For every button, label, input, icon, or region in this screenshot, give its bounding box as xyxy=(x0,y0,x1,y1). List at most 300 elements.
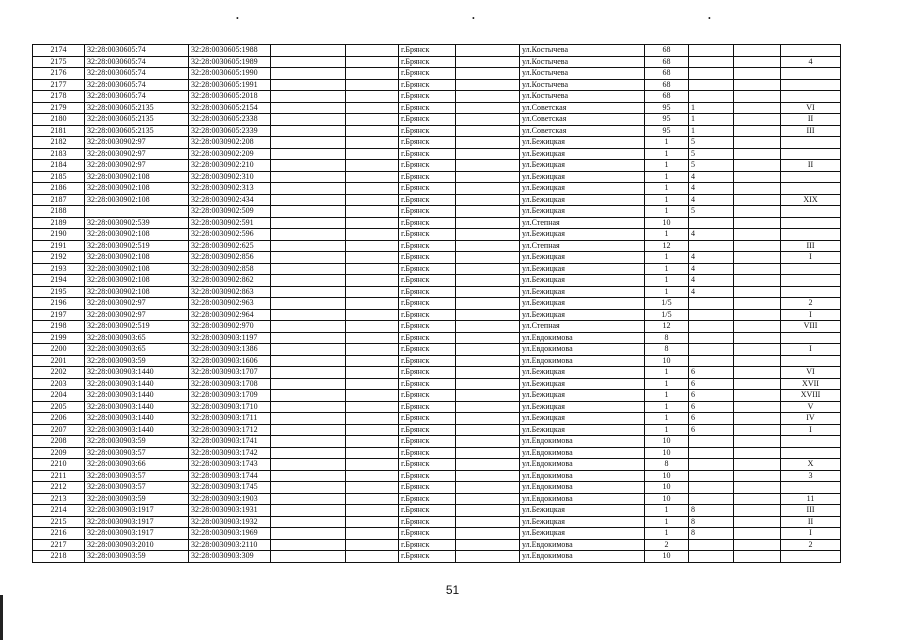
blank-col-b-cell xyxy=(346,367,399,379)
blank-col-c-cell xyxy=(456,321,520,333)
room-number-cell xyxy=(781,551,841,563)
city-cell: г.Брянск xyxy=(399,413,456,425)
building-number-cell xyxy=(689,459,734,471)
blank-col-b-cell xyxy=(346,229,399,241)
table-row xyxy=(33,286,841,298)
blank-col-d-cell xyxy=(734,45,781,57)
row-number-cell: 2192 xyxy=(33,252,85,264)
building-number-cell xyxy=(689,45,734,57)
blank-col-b-cell xyxy=(346,505,399,517)
city-cell: г.Брянск xyxy=(399,551,456,563)
scan-mark: • xyxy=(708,14,711,23)
blank-col-b-cell xyxy=(346,539,399,551)
house-number-cell: 95 xyxy=(645,102,689,114)
blank-col-c-cell xyxy=(456,528,520,540)
cadastral-number-cell: 32:28:0030902:596 xyxy=(189,229,271,241)
blank-col-a-cell xyxy=(271,56,346,68)
row-number-cell: 2184 xyxy=(33,160,85,172)
street-cell: ул.Бежицкая xyxy=(520,413,645,425)
city-cell: г.Брянск xyxy=(399,505,456,517)
street-cell: ул.Евдокимова xyxy=(520,459,645,471)
blank-col-b-cell xyxy=(346,470,399,482)
street-cell: ул.Евдокимова xyxy=(520,493,645,505)
blank-col-a-cell xyxy=(271,286,346,298)
blank-col-d-cell xyxy=(734,137,781,149)
table-row xyxy=(33,114,841,126)
street-cell: ул.Евдокимова xyxy=(520,332,645,344)
blank-col-b-cell xyxy=(346,91,399,103)
blank-col-d-cell xyxy=(734,413,781,425)
room-number-cell xyxy=(781,275,841,287)
blank-col-a-cell xyxy=(271,148,346,160)
table-row xyxy=(33,194,841,206)
blank-col-a-cell xyxy=(271,183,346,195)
blank-col-d-cell xyxy=(734,539,781,551)
blank-col-d-cell xyxy=(734,252,781,264)
row-number-cell: 2179 xyxy=(33,102,85,114)
blank-col-d-cell xyxy=(734,470,781,482)
blank-col-a-cell xyxy=(271,413,346,425)
blank-col-d-cell xyxy=(734,275,781,287)
blank-col-b-cell xyxy=(346,493,399,505)
room-number-cell xyxy=(781,482,841,494)
building-number-cell: 6 xyxy=(689,378,734,390)
table-row xyxy=(33,56,841,68)
cadastral-number-cell: 32:28:0030605:1989 xyxy=(189,56,271,68)
row-number-cell: 2210 xyxy=(33,459,85,471)
blank-col-b-cell xyxy=(346,160,399,172)
house-number-cell: 68 xyxy=(645,56,689,68)
building-number-cell: 4 xyxy=(689,194,734,206)
house-number-cell: 1/5 xyxy=(645,309,689,321)
row-number-cell: 2207 xyxy=(33,424,85,436)
building-number-cell xyxy=(689,355,734,367)
parent-cadastral-number-cell: 32:28:0030605:2135 xyxy=(85,102,189,114)
row-number-cell: 2194 xyxy=(33,275,85,287)
row-number-cell: 2205 xyxy=(33,401,85,413)
parent-cadastral-number-cell: 32:28:0030902:97 xyxy=(85,309,189,321)
parent-cadastral-number-cell: 32:28:0030902:97 xyxy=(85,298,189,310)
blank-col-a-cell xyxy=(271,539,346,551)
row-number-cell: 2203 xyxy=(33,378,85,390)
blank-col-c-cell xyxy=(456,148,520,160)
blank-col-d-cell xyxy=(734,194,781,206)
city-cell: г.Брянск xyxy=(399,516,456,528)
blank-col-d-cell xyxy=(734,436,781,448)
cadastral-number-cell: 32:28:0030903:1744 xyxy=(189,470,271,482)
house-number-cell: 95 xyxy=(645,114,689,126)
table-row xyxy=(33,229,841,241)
blank-col-a-cell xyxy=(271,91,346,103)
blank-col-d-cell xyxy=(734,459,781,471)
room-number-cell xyxy=(781,286,841,298)
blank-col-c-cell xyxy=(456,79,520,91)
cadastral-number-cell: 32:28:0030903:1743 xyxy=(189,459,271,471)
blank-col-c-cell xyxy=(456,551,520,563)
blank-col-b-cell xyxy=(346,378,399,390)
row-number-cell: 2189 xyxy=(33,217,85,229)
blank-col-d-cell xyxy=(734,263,781,275)
blank-col-b-cell xyxy=(346,551,399,563)
blank-col-c-cell xyxy=(456,206,520,218)
building-number-cell xyxy=(689,321,734,333)
house-number-cell: 10 xyxy=(645,355,689,367)
cadastral-number-cell: 32:28:0030605:2154 xyxy=(189,102,271,114)
table-row xyxy=(33,447,841,459)
room-number-cell xyxy=(781,263,841,275)
room-number-cell: I xyxy=(781,424,841,436)
house-number-cell: 2 xyxy=(645,539,689,551)
cadastral-number-cell: 32:28:0030903:1745 xyxy=(189,482,271,494)
city-cell: г.Брянск xyxy=(399,56,456,68)
blank-col-c-cell xyxy=(456,263,520,275)
blank-col-d-cell xyxy=(734,286,781,298)
blank-col-a-cell xyxy=(271,493,346,505)
building-number-cell: 6 xyxy=(689,424,734,436)
house-number-cell: 1 xyxy=(645,505,689,517)
row-number-cell: 2198 xyxy=(33,321,85,333)
building-number-cell: 1 xyxy=(689,125,734,137)
house-number-cell: 1 xyxy=(645,229,689,241)
blank-col-c-cell xyxy=(456,68,520,80)
table-row xyxy=(33,413,841,425)
row-number-cell: 2187 xyxy=(33,194,85,206)
building-number-cell: 4 xyxy=(689,263,734,275)
house-number-cell: 1 xyxy=(645,160,689,172)
building-number-cell xyxy=(689,344,734,356)
blank-col-d-cell xyxy=(734,56,781,68)
blank-col-c-cell xyxy=(456,194,520,206)
city-cell: г.Брянск xyxy=(399,459,456,471)
parent-cadastral-number-cell: 32:28:0030903:65 xyxy=(85,332,189,344)
street-cell: ул.Евдокимова xyxy=(520,344,645,356)
street-cell: ул.Евдокимова xyxy=(520,447,645,459)
parent-cadastral-number-cell: 32:28:0030903:59 xyxy=(85,355,189,367)
blank-col-c-cell xyxy=(456,390,520,402)
city-cell: г.Брянск xyxy=(399,160,456,172)
house-number-cell: 10 xyxy=(645,436,689,448)
blank-col-b-cell xyxy=(346,217,399,229)
blank-col-b-cell xyxy=(346,344,399,356)
parent-cadastral-number-cell: 32:28:0030903:2010 xyxy=(85,539,189,551)
parent-cadastral-number-cell: 32:28:0030902:519 xyxy=(85,240,189,252)
house-number-cell: 1 xyxy=(645,183,689,195)
row-number-cell: 2213 xyxy=(33,493,85,505)
city-cell: г.Брянск xyxy=(399,68,456,80)
blank-col-d-cell xyxy=(734,378,781,390)
room-number-cell xyxy=(781,217,841,229)
blank-col-c-cell xyxy=(456,298,520,310)
street-cell: ул.Бежицкая xyxy=(520,229,645,241)
blank-col-b-cell xyxy=(346,321,399,333)
blank-col-b-cell xyxy=(346,206,399,218)
cadastral-number-cell: 32:28:0030902:509 xyxy=(189,206,271,218)
street-cell: ул.Бежицкая xyxy=(520,171,645,183)
blank-col-b-cell xyxy=(346,56,399,68)
house-number-cell: 1/5 xyxy=(645,298,689,310)
blank-col-a-cell xyxy=(271,45,346,57)
street-cell: ул.Бежицкая xyxy=(520,390,645,402)
blank-col-a-cell xyxy=(271,321,346,333)
table-row xyxy=(33,263,841,275)
street-cell: ул.Костычева xyxy=(520,68,645,80)
room-number-cell: I xyxy=(781,344,841,356)
building-number-cell xyxy=(689,309,734,321)
parent-cadastral-number-cell: 32:28:0030903:1917 xyxy=(85,505,189,517)
blank-col-a-cell xyxy=(271,390,346,402)
table-row xyxy=(33,206,841,218)
parent-cadastral-number-cell: 32:28:0030605:74 xyxy=(85,91,189,103)
street-cell: ул.Степная xyxy=(520,321,645,333)
city-cell: г.Брянск xyxy=(399,493,456,505)
table-row xyxy=(33,91,841,103)
street-cell: ул.Бежицкая xyxy=(520,137,645,149)
row-number-cell: 2212 xyxy=(33,482,85,494)
parent-cadastral-number-cell: 32:28:0030902:519 xyxy=(85,321,189,333)
row-number-cell: 2182 xyxy=(33,137,85,149)
blank-col-d-cell xyxy=(734,505,781,517)
parent-cadastral-number-cell: 32:28:0030605:2135 xyxy=(85,125,189,137)
building-number-cell: 6 xyxy=(689,401,734,413)
blank-col-b-cell xyxy=(346,263,399,275)
building-number-cell: 1 xyxy=(689,102,734,114)
house-number-cell: 1 xyxy=(645,286,689,298)
row-number-cell: 2211 xyxy=(33,470,85,482)
row-number-cell: 2175 xyxy=(33,56,85,68)
table-row xyxy=(33,137,841,149)
house-number-cell: 1 xyxy=(645,252,689,264)
street-cell: ул.Бежицкая xyxy=(520,206,645,218)
blank-col-b-cell xyxy=(346,436,399,448)
blank-col-d-cell xyxy=(734,321,781,333)
cadastral-number-cell: 32:28:0030903:1709 xyxy=(189,390,271,402)
blank-col-d-cell xyxy=(734,367,781,379)
city-cell: г.Брянск xyxy=(399,332,456,344)
building-number-cell: 8 xyxy=(689,505,734,517)
house-number-cell: 1 xyxy=(645,137,689,149)
cadastral-number-cell: 32:28:0030902:313 xyxy=(189,183,271,195)
cadastral-number-cell: 32:28:0030902:210 xyxy=(189,160,271,172)
room-number-cell: VI xyxy=(781,102,841,114)
blank-col-a-cell xyxy=(271,332,346,344)
row-number-cell: 2188 xyxy=(33,206,85,218)
row-number-cell: 2178 xyxy=(33,91,85,103)
blank-col-a-cell xyxy=(271,482,346,494)
city-cell: г.Брянск xyxy=(399,390,456,402)
blank-col-a-cell xyxy=(271,355,346,367)
blank-col-b-cell xyxy=(346,148,399,160)
parent-cadastral-number-cell: 32:28:0030605:74 xyxy=(85,68,189,80)
building-number-cell: 6 xyxy=(689,390,734,402)
table-row xyxy=(33,275,841,287)
table-row xyxy=(33,45,841,57)
city-cell: г.Брянск xyxy=(399,79,456,91)
building-number-cell: 5 xyxy=(689,160,734,172)
city-cell: г.Брянск xyxy=(399,344,456,356)
table-row xyxy=(33,355,841,367)
room-number-cell: 11 xyxy=(781,493,841,505)
street-cell: ул.Бежицкая xyxy=(520,516,645,528)
blank-col-c-cell xyxy=(456,217,520,229)
blank-col-c-cell xyxy=(456,378,520,390)
row-number-cell: 2191 xyxy=(33,240,85,252)
city-cell: г.Брянск xyxy=(399,401,456,413)
table-row xyxy=(33,390,841,402)
blank-col-c-cell xyxy=(456,114,520,126)
street-cell: ул.Степная xyxy=(520,217,645,229)
parent-cadastral-number-cell: 32:28:0030903:1917 xyxy=(85,516,189,528)
street-cell: ул.Советская xyxy=(520,114,645,126)
city-cell: г.Брянск xyxy=(399,355,456,367)
cadastral-number-cell: 32:28:0030605:2018 xyxy=(189,91,271,103)
room-number-cell xyxy=(781,183,841,195)
city-cell: г.Брянск xyxy=(399,367,456,379)
parent-cadastral-number-cell: 32:28:0030903:57 xyxy=(85,447,189,459)
city-cell: г.Брянск xyxy=(399,240,456,252)
blank-col-b-cell xyxy=(346,252,399,264)
blank-col-c-cell xyxy=(456,459,520,471)
city-cell: г.Брянск xyxy=(399,321,456,333)
cadastral-number-cell: 32:28:0030902:970 xyxy=(189,321,271,333)
parent-cadastral-number-cell: 32:28:0030903:1440 xyxy=(85,401,189,413)
house-number-cell: 1 xyxy=(645,528,689,540)
blank-col-a-cell xyxy=(271,309,346,321)
blank-col-a-cell xyxy=(271,240,346,252)
binding-edge xyxy=(0,595,3,640)
house-number-cell: 1 xyxy=(645,275,689,287)
building-number-cell xyxy=(689,240,734,252)
row-number-cell: 2177 xyxy=(33,79,85,91)
blank-col-d-cell xyxy=(734,171,781,183)
street-cell: ул.Евдокимова xyxy=(520,551,645,563)
room-number-cell: 3 xyxy=(781,470,841,482)
cadastral-number-cell: 32:28:0030902:964 xyxy=(189,309,271,321)
blank-col-b-cell xyxy=(346,102,399,114)
building-number-cell xyxy=(689,91,734,103)
city-cell: г.Брянск xyxy=(399,447,456,459)
blank-col-d-cell xyxy=(734,493,781,505)
parent-cadastral-number-cell: 32:28:0030605:74 xyxy=(85,79,189,91)
street-cell: ул.Бежицкая xyxy=(520,286,645,298)
row-number-cell: 2185 xyxy=(33,171,85,183)
cadastral-number-cell: 32:28:0030902:434 xyxy=(189,194,271,206)
cadastral-number-cell: 32:28:0030605:1991 xyxy=(189,79,271,91)
row-number-cell: 2204 xyxy=(33,390,85,402)
parent-cadastral-number-cell: 32:28:0030902:97 xyxy=(85,148,189,160)
table-row xyxy=(33,516,841,528)
cadastral-number-cell: 32:28:0030902:208 xyxy=(189,137,271,149)
house-number-cell: 1 xyxy=(645,206,689,218)
street-cell: ул.Бежицкая xyxy=(520,194,645,206)
table-row xyxy=(33,539,841,551)
blank-col-a-cell xyxy=(271,344,346,356)
building-number-cell: 4 xyxy=(689,286,734,298)
street-cell: ул.Костычева xyxy=(520,45,645,57)
city-cell: г.Брянск xyxy=(399,217,456,229)
cadastral-number-cell: 32:28:0030605:1990 xyxy=(189,68,271,80)
blank-col-c-cell xyxy=(456,539,520,551)
table-row xyxy=(33,160,841,172)
blank-col-a-cell xyxy=(271,252,346,264)
cadastral-number-cell: 32:28:0030903:1969 xyxy=(189,528,271,540)
blank-col-c-cell xyxy=(456,56,520,68)
parent-cadastral-number-cell: 32:28:0030903:57 xyxy=(85,470,189,482)
building-number-cell xyxy=(689,447,734,459)
parent-cadastral-number-cell: 32:28:0030903:1440 xyxy=(85,390,189,402)
blank-col-b-cell xyxy=(346,424,399,436)
city-cell: г.Брянск xyxy=(399,378,456,390)
house-number-cell: 1 xyxy=(645,516,689,528)
house-number-cell: 1 xyxy=(645,263,689,275)
blank-col-c-cell xyxy=(456,355,520,367)
parent-cadastral-number-cell: 32:28:0030902:108 xyxy=(85,252,189,264)
blank-col-c-cell xyxy=(456,505,520,517)
cadastral-number-cell: 32:28:0030605:2338 xyxy=(189,114,271,126)
parent-cadastral-number-cell: 32:28:0030902:108 xyxy=(85,183,189,195)
blank-col-b-cell xyxy=(346,68,399,80)
table-row xyxy=(33,125,841,137)
building-number-cell: 5 xyxy=(689,206,734,218)
cadastral-number-cell: 32:28:0030903:1932 xyxy=(189,516,271,528)
cadastral-number-cell: 32:28:0030902:858 xyxy=(189,263,271,275)
blank-col-b-cell xyxy=(346,183,399,195)
room-number-cell xyxy=(781,436,841,448)
city-cell: г.Брянск xyxy=(399,539,456,551)
room-number-cell: VIII xyxy=(781,321,841,333)
cadastral-number-cell: 32:28:0030903:1707 xyxy=(189,367,271,379)
row-number-cell: 2197 xyxy=(33,309,85,321)
blank-col-d-cell xyxy=(734,160,781,172)
property-registry-table xyxy=(32,44,841,563)
blank-col-a-cell xyxy=(271,229,346,241)
blank-col-a-cell xyxy=(271,217,346,229)
room-number-cell xyxy=(781,206,841,218)
row-number-cell: 2196 xyxy=(33,298,85,310)
blank-col-c-cell xyxy=(456,516,520,528)
blank-col-b-cell xyxy=(346,516,399,528)
city-cell: г.Брянск xyxy=(399,206,456,218)
house-number-cell: 1 xyxy=(645,367,689,379)
blank-col-d-cell xyxy=(734,344,781,356)
blank-col-d-cell xyxy=(734,424,781,436)
blank-col-c-cell xyxy=(456,367,520,379)
house-number-cell: 8 xyxy=(645,332,689,344)
cadastral-number-cell: 32:28:0030902:625 xyxy=(189,240,271,252)
parent-cadastral-number-cell: 32:28:0030902:108 xyxy=(85,286,189,298)
row-number-cell: 2214 xyxy=(33,505,85,517)
blank-col-c-cell xyxy=(456,91,520,103)
blank-col-a-cell xyxy=(271,194,346,206)
parent-cadastral-number-cell: 32:28:0030903:59 xyxy=(85,551,189,563)
blank-col-d-cell xyxy=(734,355,781,367)
cadastral-number-cell: 32:28:0030605:2339 xyxy=(189,125,271,137)
blank-col-a-cell xyxy=(271,470,346,482)
house-number-cell: 8 xyxy=(645,459,689,471)
blank-col-a-cell xyxy=(271,516,346,528)
row-number-cell: 2218 xyxy=(33,551,85,563)
house-number-cell: 12 xyxy=(645,321,689,333)
blank-col-b-cell xyxy=(346,137,399,149)
city-cell: г.Брянск xyxy=(399,114,456,126)
cadastral-number-cell: 32:28:0030902:310 xyxy=(189,171,271,183)
blank-col-b-cell xyxy=(346,275,399,287)
city-cell: г.Брянск xyxy=(399,91,456,103)
blank-col-d-cell xyxy=(734,125,781,137)
building-number-cell xyxy=(689,332,734,344)
blank-col-d-cell xyxy=(734,240,781,252)
room-number-cell: I xyxy=(781,309,841,321)
room-number-cell xyxy=(781,45,841,57)
